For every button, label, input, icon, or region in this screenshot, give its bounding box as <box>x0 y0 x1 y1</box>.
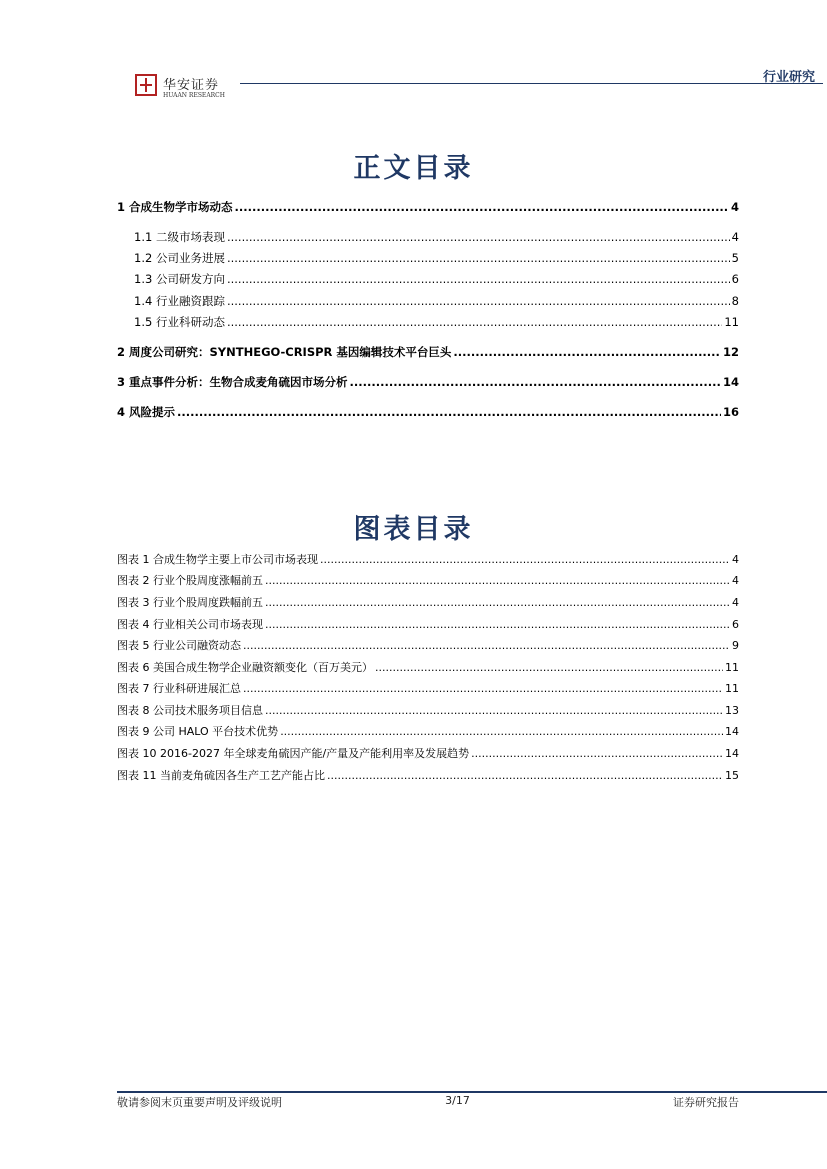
figure-entry[interactable] <box>117 594 739 610</box>
figure-entry-page: 15 <box>725 769 739 782</box>
toc-entry-label: 1.1 二级市场表现 <box>134 230 225 244</box>
toc-entry-label: 1 合成生物学市场动态 <box>117 200 233 214</box>
leader-dots <box>327 769 723 782</box>
toc-entry-page: 12 <box>722 345 739 359</box>
figure-entry-page: 14 <box>725 725 739 738</box>
toc-entry-page: 11 <box>724 315 739 329</box>
figure-entry-page: 6 <box>732 618 739 631</box>
toc-entry-page: 6 <box>731 272 739 286</box>
leader-dots <box>375 661 723 674</box>
leader-dots <box>280 725 723 738</box>
leader-dots <box>265 596 730 609</box>
leader-dots <box>350 375 721 389</box>
figure-entry-page: 11 <box>725 661 739 674</box>
logo-english-name: HUAAN RESEARCH <box>163 92 225 99</box>
figure-entry[interactable] <box>117 659 739 675</box>
leader-dots <box>235 200 729 214</box>
leader-dots <box>227 315 722 329</box>
report-type: 证券研究报告 <box>673 1096 739 1109</box>
figure-entry-label: 图表 7 行业科研进展汇总 <box>117 682 241 695</box>
figures-title: 图表目录 <box>353 514 474 545</box>
figure-entry[interactable] <box>117 702 739 718</box>
toc-entry[interactable] <box>117 404 739 420</box>
company-logo <box>135 74 295 104</box>
leader-dots <box>265 574 730 587</box>
disclaimer-note: 敬请参阅末页重要声明及评级说明 <box>117 1096 282 1109</box>
header-divider <box>240 83 823 84</box>
leader-dots <box>243 682 723 695</box>
toc-entry-label: 1.2 公司业务进展 <box>134 251 225 265</box>
figure-entry[interactable] <box>117 767 739 783</box>
figure-entry-page: 9 <box>732 639 739 652</box>
report-category: 行业研究 <box>762 70 815 85</box>
toc-entry-page: 4 <box>730 200 739 214</box>
figure-entry[interactable] <box>117 680 739 696</box>
leader-dots <box>243 639 730 652</box>
leader-dots <box>320 553 730 566</box>
logo-mark-icon <box>135 74 157 96</box>
leader-dots <box>227 251 730 265</box>
figure-entry[interactable] <box>117 723 739 739</box>
figure-entry-label: 图表 11 当前麦角硫因各生产工艺产能占比 <box>117 769 325 782</box>
leader-dots <box>453 345 721 359</box>
figure-entry-label: 图表 4 行业相关公司市场表现 <box>117 618 263 631</box>
leader-dots <box>227 272 730 286</box>
toc-entry-label: 1.4 行业融资跟踪 <box>134 294 225 308</box>
figure-entry-label: 图表 1 合成生物学主要上市公司市场表现 <box>117 553 318 566</box>
toc-entry[interactable] <box>134 271 739 287</box>
footer-divider <box>117 1091 827 1093</box>
figure-entry-page: 4 <box>732 574 739 587</box>
figure-entry-page: 13 <box>725 704 739 717</box>
figure-entry[interactable] <box>117 637 739 653</box>
toc-title: 正文目录 <box>353 153 474 184</box>
leader-dots <box>471 747 723 760</box>
figure-entry[interactable] <box>117 572 739 588</box>
toc-entry-label: 4 风险提示 <box>117 405 176 419</box>
toc-entry[interactable] <box>134 293 739 309</box>
leader-dots <box>227 230 730 244</box>
leader-dots <box>177 405 721 419</box>
toc-entry-label: 1.5 行业科研动态 <box>134 315 225 329</box>
figure-entry-label: 图表 3 行业个股周度跌幅前五 <box>117 596 263 609</box>
toc-entry[interactable] <box>134 314 739 330</box>
figure-entry-page: 14 <box>725 747 739 760</box>
toc-entry-label: 3 重点事件分析：生物合成麦角硫因市场分析 <box>117 375 348 389</box>
toc-entry[interactable] <box>117 344 739 360</box>
toc-entry-page: 14 <box>722 375 739 389</box>
figure-entry[interactable] <box>117 745 739 761</box>
figure-entry-page: 4 <box>732 596 739 609</box>
toc-entry-page: 16 <box>722 405 739 419</box>
figure-entry-label: 图表 9 公司 HALO 平台技术优势 <box>117 725 279 738</box>
toc-entry[interactable] <box>117 199 739 215</box>
figure-entry-label: 图表 10 2016-2027 年全球麦角硫因产能/产量及产能利用率及发展趋势 <box>117 747 470 760</box>
toc-entry-label: 1.3 公司研发方向 <box>134 272 225 286</box>
figure-entry[interactable] <box>117 551 739 567</box>
toc-entry-page: 4 <box>731 230 739 244</box>
leader-dots <box>265 618 730 631</box>
figure-entry-page: 4 <box>732 553 739 566</box>
figure-entry[interactable] <box>117 616 739 632</box>
toc-entry[interactable] <box>134 229 739 245</box>
figure-entry-label: 图表 6 美国合成生物学企业融资额变化（百万美元） <box>117 661 373 674</box>
logo-chinese-name: 华安证券 <box>163 78 220 93</box>
figure-entry-label: 图表 5 行业公司融资动态 <box>117 639 241 652</box>
toc-entry-page: 8 <box>731 294 739 308</box>
toc-entry[interactable] <box>134 250 739 266</box>
figure-entry-label: 图表 2 行业个股周度涨幅前五 <box>117 574 263 587</box>
figure-entry-label: 图表 8 公司技术服务项目信息 <box>117 704 263 717</box>
figure-entry-page: 11 <box>725 682 739 695</box>
toc-entry-label: 2 周度公司研究：SYNTHEGO-CRISPR 基因编辑技术平台巨头 <box>117 345 452 359</box>
toc-entry[interactable] <box>117 374 739 390</box>
leader-dots <box>227 294 730 308</box>
page-number: 3/17 <box>445 1094 470 1107</box>
toc-entry-page: 5 <box>731 251 739 265</box>
leader-dots <box>265 704 723 717</box>
